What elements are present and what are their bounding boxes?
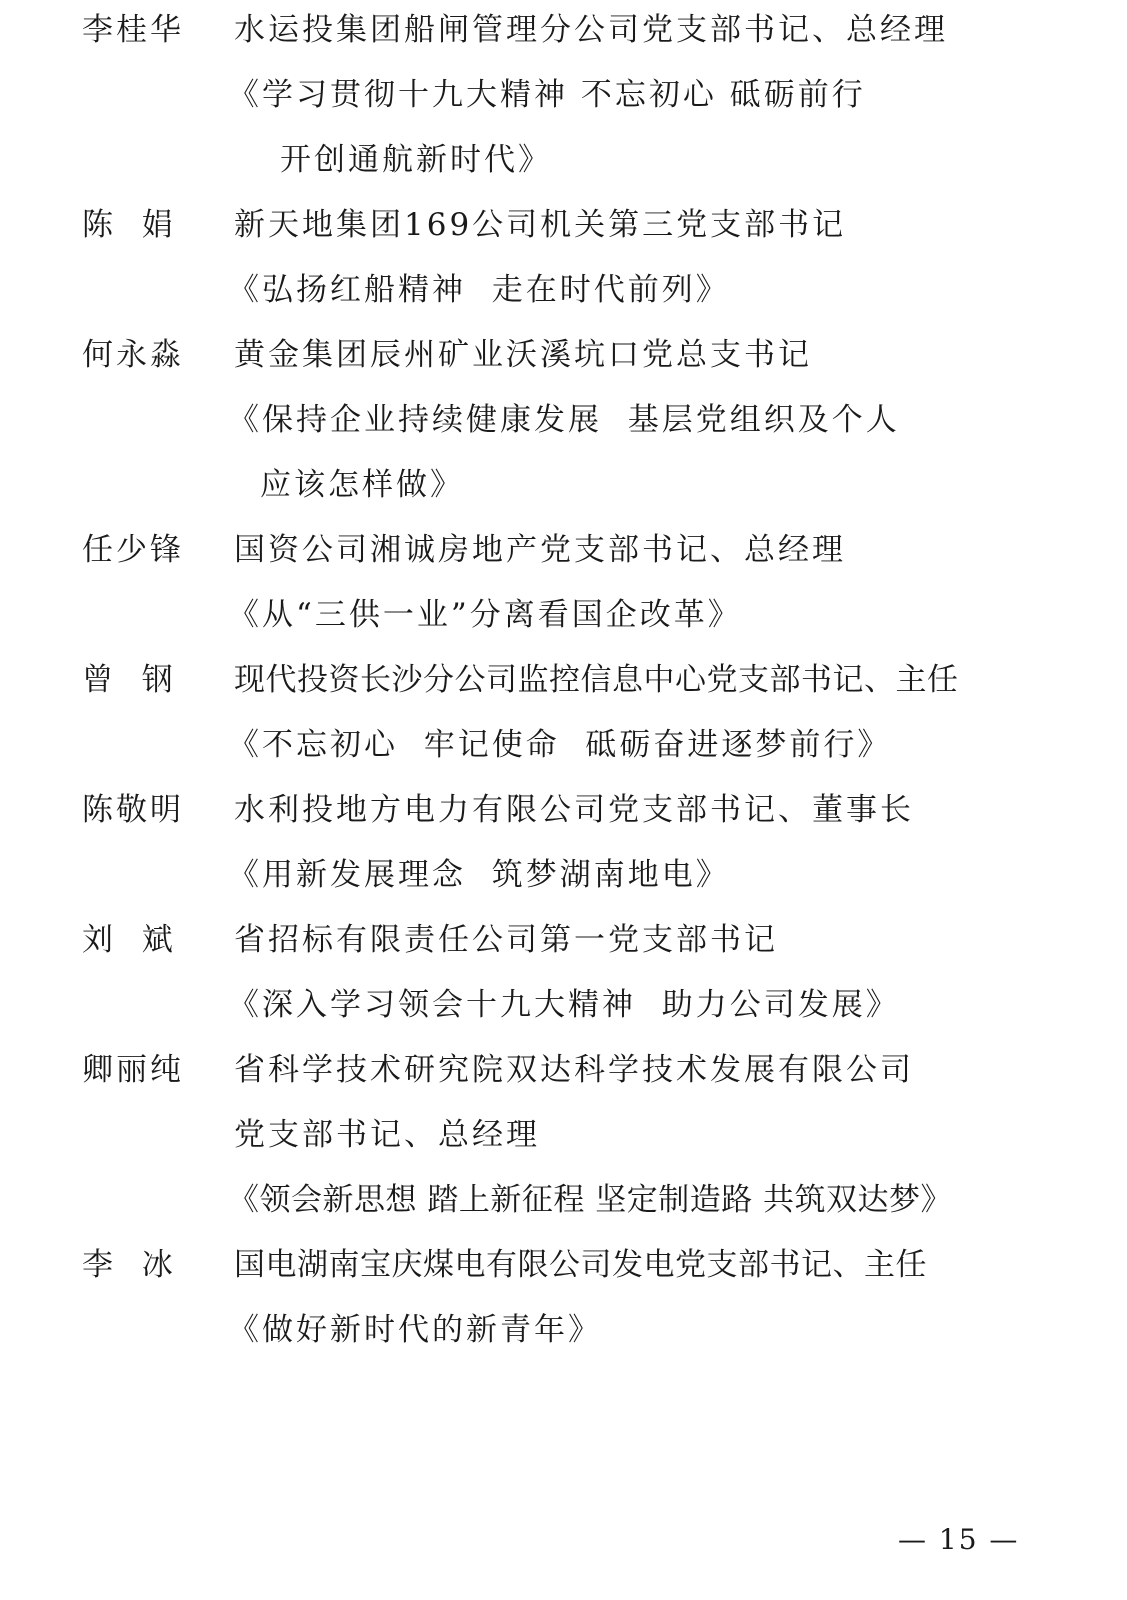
speaker-position: 国资公司湘诚房地产党支部书记、总经理	[234, 532, 846, 568]
entry-line	[82, 138, 1082, 203]
speech-title-continued: 应该怎样做》	[260, 467, 464, 503]
speaker-entry	[82, 8, 1082, 203]
entry-line	[82, 398, 1082, 463]
speaker-list	[82, 8, 1082, 1373]
speaker-name: 任少锋	[82, 532, 184, 568]
entry-line	[82, 1308, 1082, 1373]
speaker-entry	[82, 333, 1082, 528]
speaker-entry	[82, 918, 1082, 1048]
entry-line	[82, 1178, 1082, 1243]
entry-line	[82, 593, 1082, 658]
entry-line	[82, 723, 1082, 788]
entry-line	[82, 1243, 1082, 1308]
speaker-position: 现代投资长沙分公司监控信息中心党支部书记、主任	[234, 662, 959, 698]
speaker-position: 水利投地方电力有限公司党支部书记、董事长	[234, 792, 914, 828]
entry-line	[82, 1048, 1082, 1113]
speaker-position-continued: 党支部书记、总经理	[234, 1117, 540, 1153]
page-number: — 15 —	[898, 1523, 1020, 1556]
speaker-position: 新天地集团169公司机关第三党支部书记	[234, 207, 847, 243]
entry-line	[82, 73, 1082, 138]
speaker-entry	[82, 528, 1082, 658]
speaker-name: 陈敬明	[82, 792, 184, 828]
entry-line	[82, 8, 1082, 73]
entry-line	[82, 268, 1082, 333]
speaker-name: 李桂华	[82, 12, 184, 48]
entry-line	[82, 788, 1082, 853]
entry-line	[82, 333, 1082, 398]
speech-title: 《深入学习领会十九大精神 助力公司发展》	[228, 987, 900, 1023]
speaker-entry	[82, 658, 1082, 788]
speaker-entry	[82, 788, 1082, 918]
speaker-entry	[82, 203, 1082, 333]
entry-line	[82, 658, 1082, 723]
entry-line	[82, 918, 1082, 983]
speech-title-continued: 开创通航新时代》	[280, 142, 552, 178]
entry-line	[82, 853, 1082, 918]
entry-line	[82, 463, 1082, 528]
speaker-position: 省科学技术研究院双达科学技术发展有限公司	[234, 1052, 914, 1088]
speaker-name: 刘 斌	[82, 922, 176, 958]
speaker-entry	[82, 1243, 1082, 1373]
speech-title: 《用新发展理念 筑梦湖南地电》	[228, 857, 730, 893]
entry-line	[82, 1113, 1082, 1178]
speaker-name: 陈 娟	[82, 207, 176, 243]
speaker-position: 黄金集团辰州矿业沃溪坑口党总支书记	[234, 337, 812, 373]
speech-title: 《弘扬红船精神 走在时代前列》	[228, 272, 730, 308]
speaker-name: 卿丽纯	[82, 1052, 184, 1088]
speaker-position: 省招标有限责任公司第一党支部书记	[234, 922, 778, 958]
entry-line	[82, 203, 1082, 268]
speech-title: 《保持企业持续健康发展 基层党组织及个人	[228, 402, 900, 438]
speaker-name: 李 冰	[82, 1247, 176, 1283]
speech-title: 《学习贯彻十九大精神 不忘初心 砥砺前行	[228, 77, 866, 113]
speaker-position: 国电湖南宝庆煤电有限公司发电党支部书记、主任	[234, 1247, 927, 1283]
entry-line	[82, 983, 1082, 1048]
speaker-position: 水运投集团船闸管理分公司党支部书记、总经理	[234, 12, 948, 48]
speaker-entry	[82, 1048, 1082, 1243]
entry-line	[82, 528, 1082, 593]
speech-title: 《领会新思想 踏上新征程 坚定制造路 共筑双达梦》	[228, 1182, 953, 1218]
speech-title: 《从“三供一业”分离看国企改革》	[228, 597, 742, 633]
speech-title: 《做好新时代的新青年》	[228, 1312, 602, 1348]
speaker-name: 曾 钢	[82, 662, 176, 698]
speech-title: 《不忘初心 牢记使命 砥砺奋进逐梦前行》	[228, 727, 892, 763]
speaker-name: 何永淼	[82, 337, 184, 373]
